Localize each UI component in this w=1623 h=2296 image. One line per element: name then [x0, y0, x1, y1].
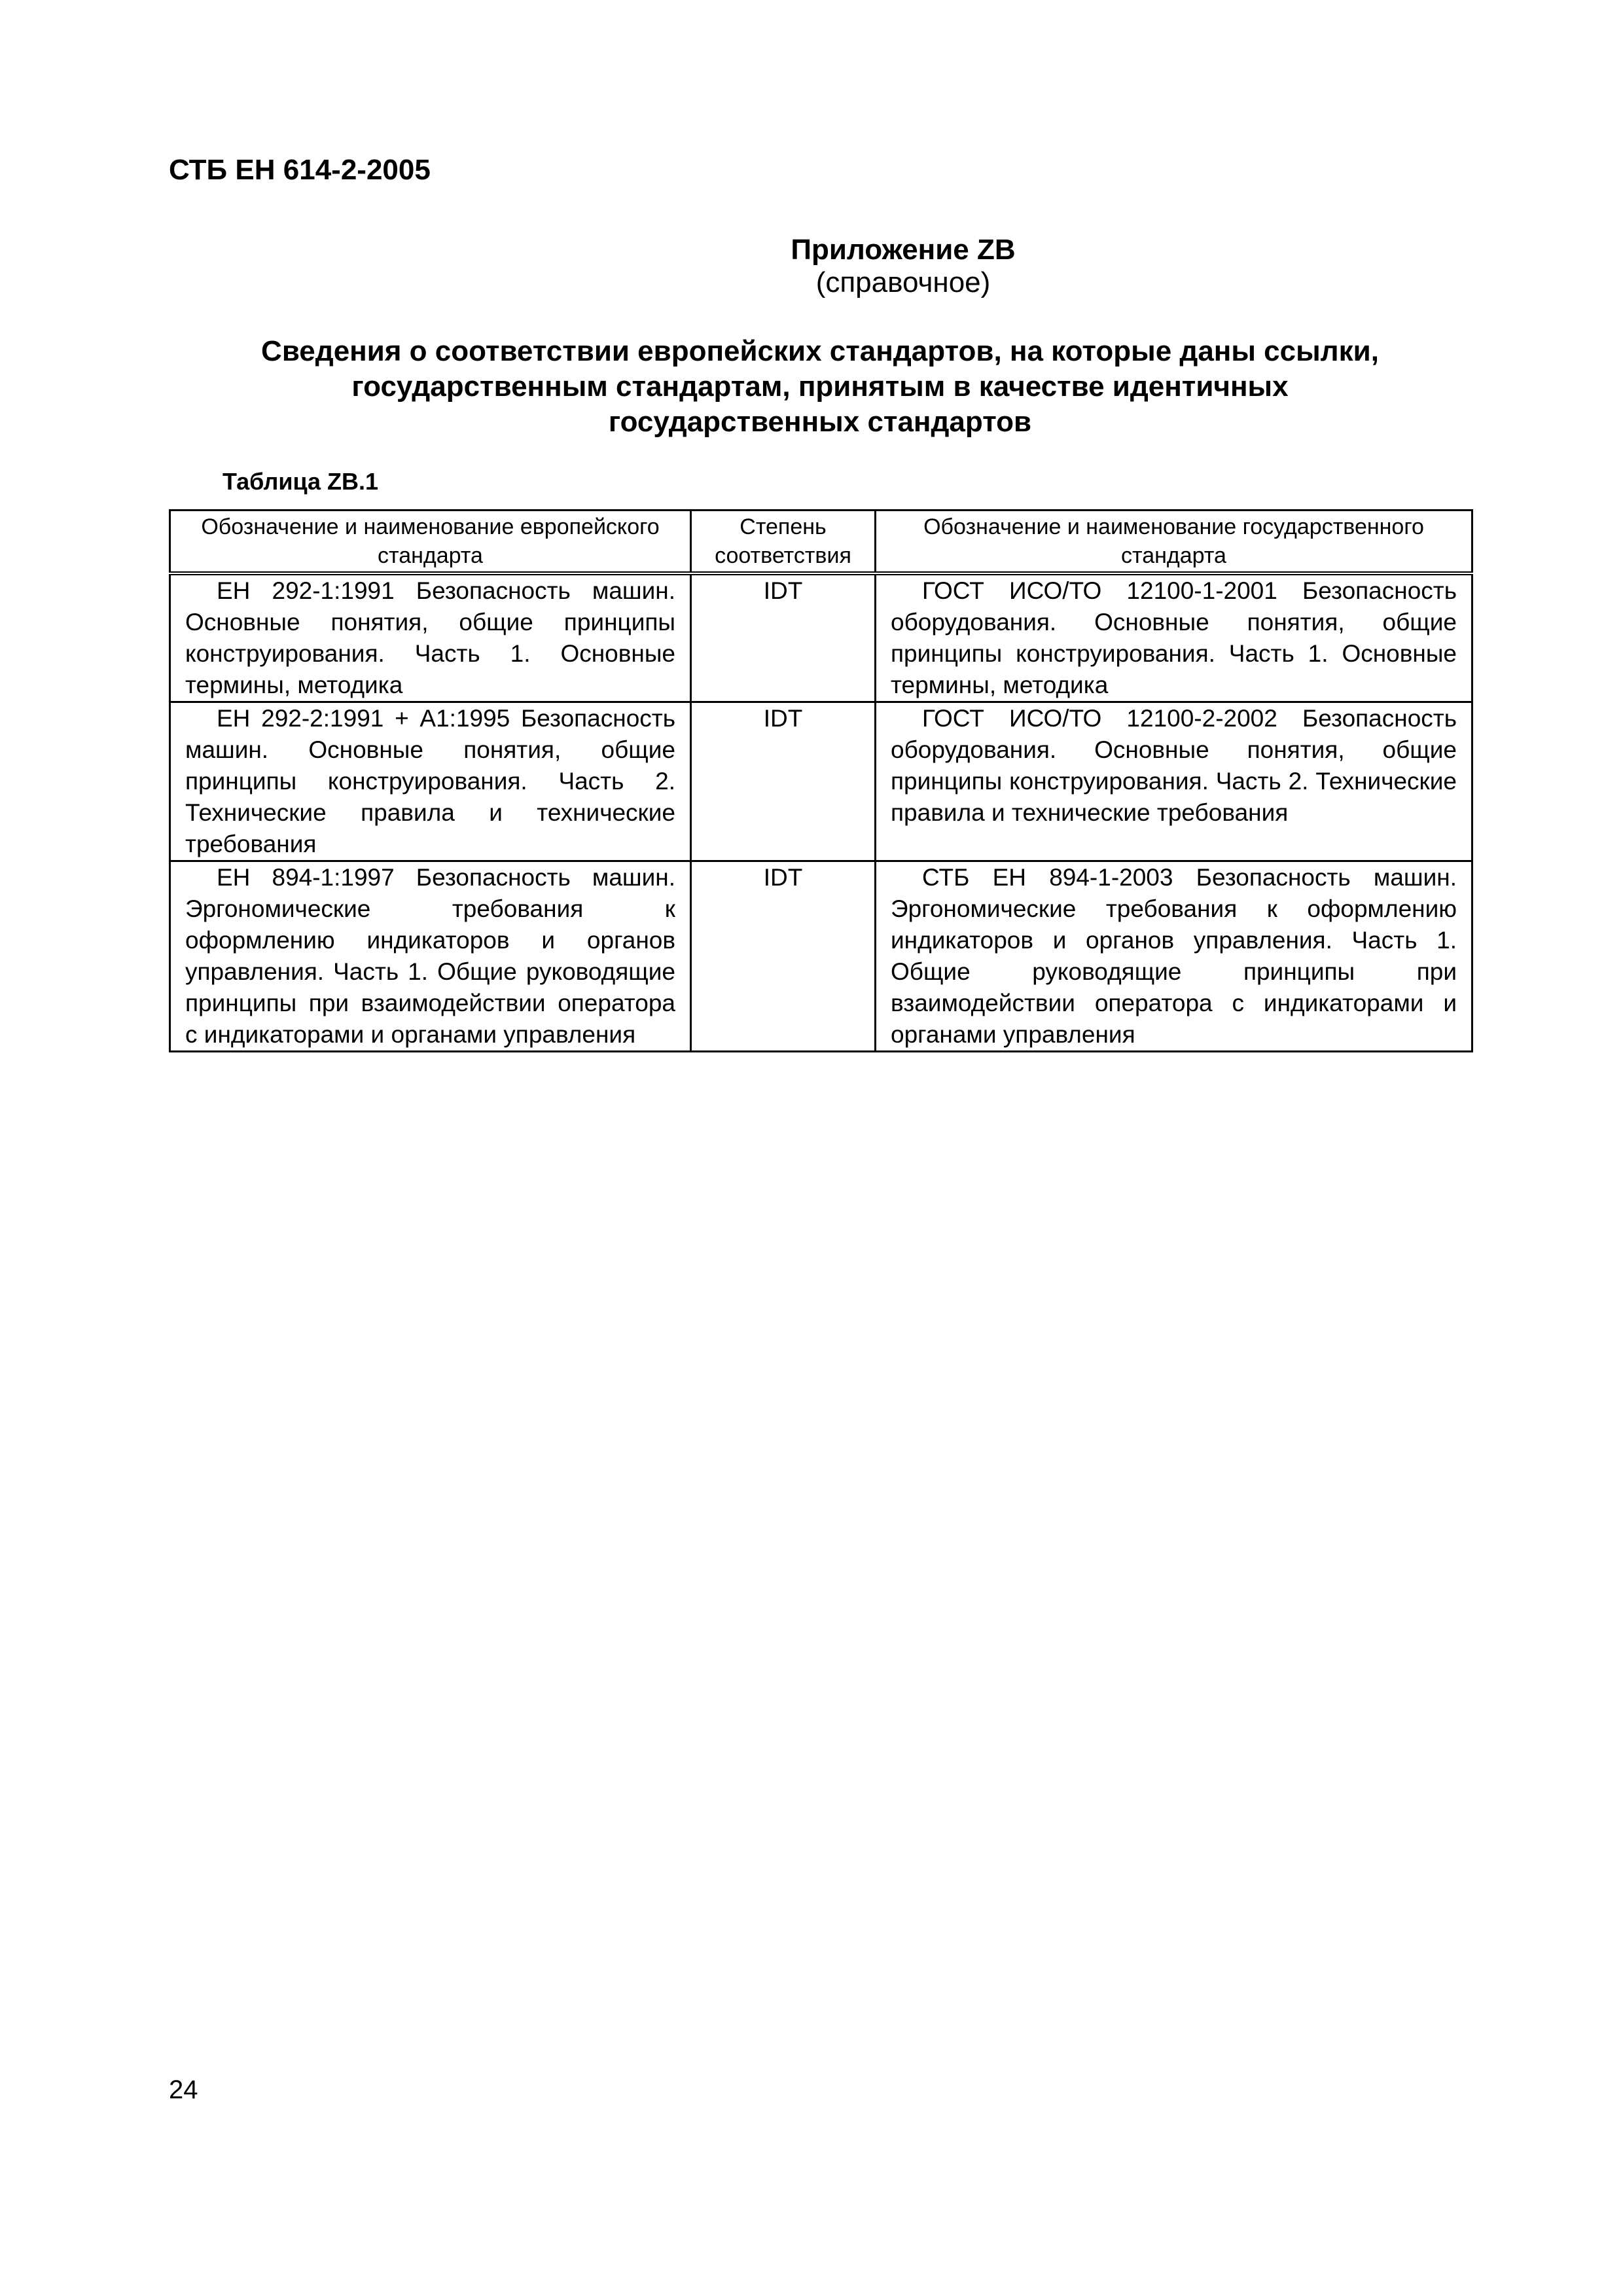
cell-national: ГОСТ ИСО/ТО 12100-2-2002 Безопасность оборудования. Основные понятия, общие принципы конструирования. Часть 2. Технические правила и технические требования: [876, 702, 1472, 861]
table-row: [170, 573, 1472, 702]
header-european-standard: Обозначение и наименование европейского стандарта: [170, 511, 691, 574]
cell-degree: IDT: [691, 861, 876, 1052]
heading-line-2: государственным стандартам, принятым в качестве идентичных: [351, 370, 1289, 403]
document-code: СТБ ЕН 614-2-2005: [169, 154, 431, 186]
cell-national: ГОСТ ИСО/ТО 12100-1-2001 Безопасность оборудования. Основные понятия, общие принципы конструирования. Часть 1. Основные термины, методика: [876, 573, 1472, 702]
table-header-row: [170, 511, 1472, 574]
standards-table: [169, 509, 1473, 1052]
header-degree: Степень соответствия: [691, 511, 876, 574]
heading-line-1: Сведения о соответствии европейских стандартов, на которые даны ссылки,: [261, 335, 1379, 367]
cell-degree: IDT: [691, 702, 876, 861]
cell-european: ЕН 292-1:1991 Безопасность машин. Основные понятия, общие принципы конструирования. Часть 1. Основные термины, методика: [170, 573, 691, 702]
cell-european: ЕН 894-1:1997 Безопасность машин. Эргономические требования к оформлению индикаторов и органов управления. Часть 1. Общие руководящие принципы при взаимодействии оператора с индикаторами и органами управления: [170, 861, 691, 1052]
page-number: 24: [169, 2075, 198, 2104]
header-national-standard: Обозначение и наименование государственного стандарта: [876, 511, 1472, 574]
cell-degree: IDT: [691, 573, 876, 702]
annex-subtitle: (справочное): [815, 266, 991, 298]
cell-national: СТБ ЕН 894-1-2003 Безопасность машин. Эргономические требования к оформлению индикаторов и органов управления. Часть 1. Общие руководящие принципы при взаимодействии оператора с индикаторами и органами управления: [876, 861, 1472, 1052]
section-heading: [169, 334, 1471, 440]
cell-european: ЕН 292-2:1991 + А1:1995 Безопасность машин. Основные понятия, общие принципы конструирования. Часть 2. Технические правила и технические требования: [170, 702, 691, 861]
table-caption: Таблица ZB.1: [223, 468, 379, 495]
heading-line-3: государственных стандартов: [608, 406, 1032, 438]
annex-title: Приложение ZB: [791, 234, 1016, 266]
table-row: [170, 702, 1472, 861]
table-row: [170, 861, 1472, 1052]
